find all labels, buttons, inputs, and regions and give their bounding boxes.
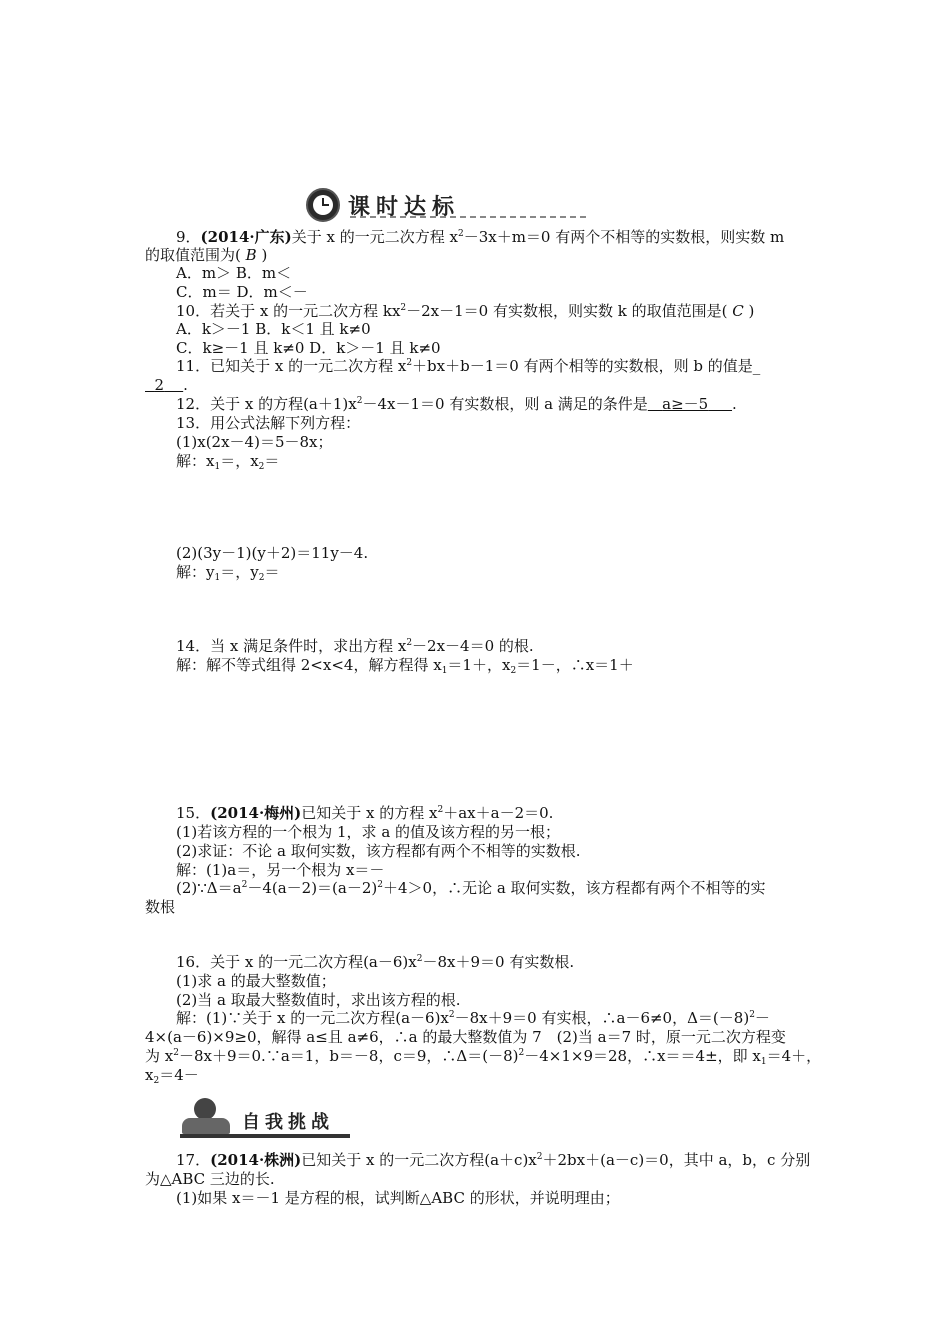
q16-solution-line1: 解：(1)∵关于 x 的一元二次方程$(a-6)x^2-8x+9=0$ 有实根，∴a－6≠0，$\Delta=(-8)^2-$ <box>176 1009 770 1027</box>
q13-stem: 13．用公式法解下列方程： <box>176 414 361 432</box>
clock-icon <box>306 188 340 222</box>
q16-solution-line2: 4×(a－6)×9≥0，解得 a≤且 a≠6，∴a 的最大整数值为 7 (2)当 a＝7 时，原一元二次方程变 <box>145 1028 786 1046</box>
q13-solution1: 解：$x_1=$，$x_2=$ <box>176 452 280 472</box>
q9-options-ab: A．m＞ B．m＜ <box>176 264 292 282</box>
q17-part1: (1)如果 x＝－1 是方程的根，试判断△ABC 的形状，并说明理由； <box>176 1189 620 1207</box>
q17-stem-cont: 为△ABC 三边的长. <box>145 1170 275 1188</box>
q14-solution: 解：解不等式组得 2<x<4，解方程得 $x_1=1+$，$x_2=1-$，∴x＝1＋ <box>176 656 634 676</box>
q9-stem-cont: 的取值范围为( B ) <box>145 246 268 264</box>
q14-stem: 14．当 x 满足条件时，求出方程 $x^2-2x-4=0$ 的根. <box>176 637 534 655</box>
q15-part2: (2)求证：不论 a 取何实数，该方程都有两个不相等的实数根. <box>176 842 581 860</box>
q15-solution2-cont: 数根 <box>145 898 176 916</box>
q16-solution-line3: 为 $x^2-8x+9=0.\because a=1$，b＝－8，c＝9，$\therefore\Delta=(-8)^2-4\times 1\times 9=28$，∴x＝＝4±，即 $x_1=4+$， <box>145 1047 822 1067</box>
q15-solution1: 解：(1)a＝，另一个根为 x＝－ <box>176 861 385 879</box>
q10-answer: C <box>732 302 744 320</box>
q13-solution2: 解：$y_1=$，$y_2=$ <box>176 563 280 583</box>
section-title-challenge: 自我挑战 <box>242 1112 334 1133</box>
q9-stem: 9．(2014·广东)关于 x 的一元二次方程 $x^2-3x+m=0$ 有两个不相等的实数根，则实数 m <box>176 228 785 246</box>
q12-answer: a≥－5 <box>662 395 709 413</box>
q15-solution2: $(2)\because\Delta=a^2-4(a-2)=(a-2)^2+4>0$，∴无论 a 取何实数，该方程都有两个不相等的实 <box>176 879 766 897</box>
book-icon <box>182 1118 230 1134</box>
q10-options-ab: A．k＞－1 B．k＜1 且 k≠0 <box>176 320 371 338</box>
q13-part1: (1)x(2x－4)＝5－8x； <box>176 433 333 451</box>
q16-solution-line4: $x_2=4-$ <box>145 1066 199 1086</box>
q11-stem: 11．已知关于 x 的一元二次方程 $x^2+bx+b-1=0$ 有两个相等的实数根，则 b 的值是_ <box>176 357 761 375</box>
q10-options-cd: C．k≥－1 且 k≠0 D．k＞－1 且 k≠0 <box>176 339 441 357</box>
q12-stem: 12．关于 x 的方程$(a+1)x^2-4x-1=0$ 有实数根，则 a 满足的条件是 a≥－5 . <box>176 395 737 413</box>
q13-part2: (2)(3y－1)(y＋2)＝11y－4. <box>176 544 369 562</box>
q16-part2: (2)当 a 取最大整数值时，求出该方程的根. <box>176 991 461 1009</box>
section-header-challenge <box>180 1098 360 1144</box>
q11-answer-line: 2 . <box>154 376 188 394</box>
section-header-drill <box>306 188 588 222</box>
q9-answer: B <box>245 246 257 264</box>
q17-stem: 17．(2014·株洲)已知关于 x 的一元二次方程$(a+c)x^2+2bx+(a-c)=0$，其中 a，b，c 分别 <box>176 1151 811 1169</box>
reader-icon <box>194 1098 216 1120</box>
q11-answer: 2 <box>154 376 165 394</box>
q10-stem: 10．若关于 x 的一元二次方程 $kx^2-2x-1=0$ 有实数根，则实数 k 的取值范围是( C ) <box>176 302 755 320</box>
q9-options-cd: C．m＝ D．m＜－ <box>176 283 308 301</box>
header-divider <box>350 216 586 218</box>
q15-part1: (1)若该方程的一个根为 1，求 a 的值及该方程的另一根； <box>176 823 561 841</box>
q16-stem: 16．关于 x 的一元二次方程$(a-6)x^2-8x+9=0$ 有实数根. <box>176 953 575 971</box>
section-title-drill: 课时达标 <box>348 195 461 220</box>
q16-part1: (1)求 a 的最大整数值； <box>176 972 336 990</box>
q15-stem: 15．(2014·梅州)已知关于 x 的方程 $x^2+ax+a-2=0$. <box>176 804 554 822</box>
